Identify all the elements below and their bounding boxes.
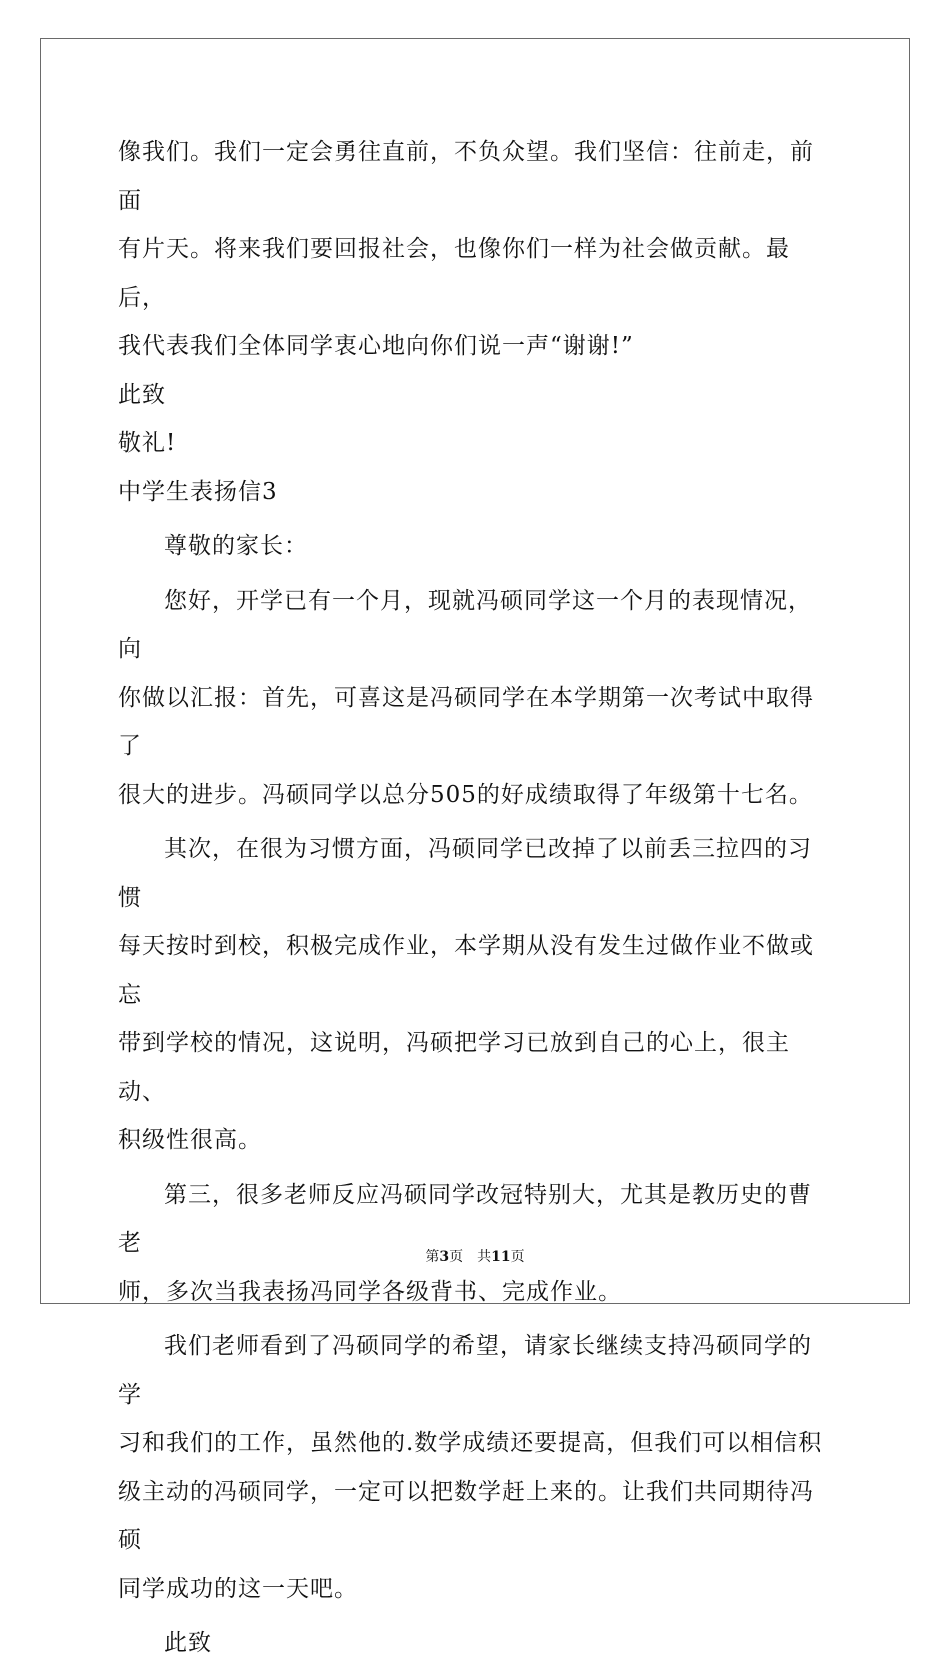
text-line: 同学成功的这一天吧。 — [118, 1575, 358, 1602]
document-body — [118, 128, 834, 1668]
page-suffix: 页 — [510, 1249, 525, 1265]
page-footer — [0, 1246, 950, 1266]
text-line: 很大的进步。冯硕同学以总分505的好成绩取得了年级第十七名。 — [118, 781, 813, 808]
page-current: 3 — [439, 1249, 450, 1265]
page-prefix: 第 — [425, 1249, 440, 1265]
page-mid: 页 共 — [449, 1249, 492, 1265]
text-line: 其次，在很为习惯方面，冯硕同学已改掉了以前丢三拉四的习惯 — [118, 836, 812, 911]
text-line: 你做以汇报：首先，可喜这是冯硕同学在本学期第一次考试中取得了 — [118, 684, 814, 759]
section-heading: 中学生表扬信3 — [118, 478, 278, 505]
text-line: 像我们。我们一定会勇往直前，不负众望。我们坚信：往前走，前面 — [118, 139, 814, 214]
text-line: 我代表我们全体同学衷心地向你们说一声“谢谢!” — [118, 333, 634, 359]
text-line: 每天按时到校，积极完成作业，本学期从没有发生过做作业不做或忘 — [118, 933, 814, 1008]
text-line: 我们老师看到了冯硕同学的希望，请家长继续支持冯硕同学的学 — [118, 1333, 812, 1408]
text-line: 第三，很多老师反应冯硕同学改冠特别大，尤其是教历史的曹老 — [118, 1181, 812, 1256]
text-line: 带到学校的情况，这说明，冯硕把学习已放到自己的心上，很主动、 — [118, 1030, 790, 1105]
text-line: 有片天。将来我们要回报社会，也像你们一样为社会做贡献。最后， — [118, 236, 790, 311]
closing-line: 此致 — [118, 381, 166, 408]
page-total: 11 — [491, 1249, 511, 1265]
salutation: 尊敬的家长： — [164, 533, 308, 559]
text-line: 积级性很高。 — [118, 1127, 262, 1153]
text-line: 习和我们的工作，虽然他的.数学成绩还要提高，但我们可以相信积 — [118, 1430, 823, 1456]
text-line: 师，多次当我表扬冯同学各级背书、完成作业。 — [118, 1278, 622, 1305]
text-line: 您好，开学已有一个月，现就冯硕同学这一个月的表现情况，向 — [118, 587, 812, 662]
closing-line: 敬礼! — [118, 430, 177, 456]
text-line: 级主动的冯硕同学，一定可以把数学赶上来的。让我们共同期待冯硕 — [118, 1478, 814, 1553]
closing-line: 此致 — [164, 1630, 212, 1656]
